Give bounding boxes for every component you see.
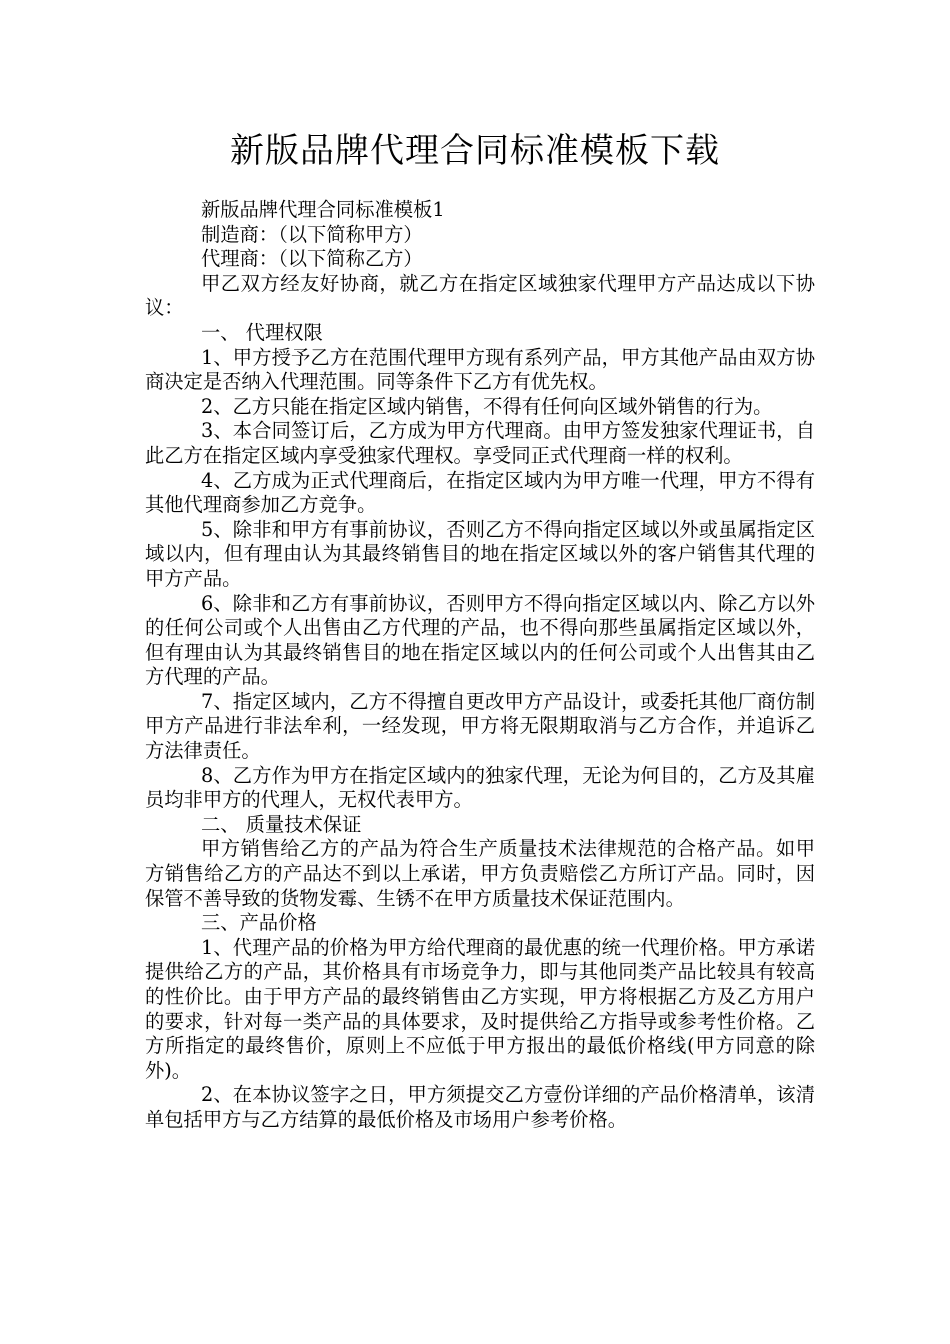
paragraph: 甲乙双方经友好协商，就乙方在指定区域独家代理甲方产品达成以下协议：: [145, 271, 815, 320]
paragraph: 2、在本协议签字之日，甲方须提交乙方壹份详细的产品价格清单，该清单包括甲方与乙方结算的最低价格及市场用户参考价格。: [145, 1083, 815, 1131]
paragraph: 5、除非和甲方有事前协议，否则乙方不得向指定区域以外或虽属指定区域以内，但有理由认为其最终销售目的地在指定区域以外的客户销售其代理的甲方产品。: [145, 517, 815, 590]
document-title: 新版品牌代理合同标准模板下载: [230, 131, 720, 171]
paragraph: 2、乙方只能在指定区域内销售，不得有任何向区域外销售的行为。: [200, 394, 773, 418]
paragraph: 代理商：（以下简称乙方）: [200, 247, 423, 271]
paragraph: 1、甲方授予乙方在范围代理甲方现有系列产品，甲方其他产品由双方协商决定是否纳入代理范围。同等条件下乙方有优先权。: [145, 345, 815, 394]
paragraph: 制造商：（以下简称甲方）: [200, 222, 423, 246]
paragraph: 1、代理产品的价格为甲方给代理商的最优惠的统一代理价格。甲方承诺提供给乙方的产品，其价格具有市场竞争力，即与其他同类产品比较具有较高的性价比。由于甲方产品的最终销售由乙方实现，甲方将根据乙方及乙方用户的要求，针对每一类产品的具体要求，及时提供给乙方指导或参考性价格。乙方所指定的最终售价，原则上不应低于甲方报出的最低价格线(甲方同意的除外)。: [145, 935, 815, 1082]
section-heading: 二、 质量技术保证: [200, 812, 362, 836]
paragraph: 8、乙方作为甲方在指定区域内的独家代理，无论为何目的，乙方及其雇员均非甲方的代理人，无权代表甲方。: [145, 763, 815, 812]
section-heading: 一、 代理权限: [200, 320, 323, 344]
paragraph: 甲方销售给乙方的产品为符合生产质量技术法律规范的合格产品。如甲方销售给乙方的产品达不到以上承诺，甲方负责赔偿乙方所订产品。同时，因保管不善导致的货物发霉、生锈不在甲方质量技术保证范围内。: [145, 837, 815, 910]
paragraph: 6、除非和乙方有事前协议，否则甲方不得向指定区域以内、除乙方以外的任何公司或个人出售由乙方代理的产品，也不得向那些虽属指定区域以外，但有理由认为其最终销售目的地在指定区域以内的任何公司或个人出售其由乙方代理的产品。: [145, 591, 815, 689]
paragraph: 新版品牌代理合同标准模板1: [200, 198, 445, 221]
paragraph: 3、本合同签订后，乙方成为甲方代理商。由甲方签发独家代理证书，自此乙方在指定区域内享受独家代理权。享受同正式代理商一样的权利。: [145, 419, 815, 467]
paragraph: 4、乙方成为正式代理商后，在指定区域内为甲方唯一代理，甲方不得有其他代理商参加乙方竞争。: [145, 468, 815, 517]
document-body: [145, 198, 815, 1133]
paragraph: 7、指定区域内，乙方不得擅自更改甲方产品设计，或委托其他厂商仿制甲方产品进行非法牟利，一经发现，甲方将无限期取消与乙方合作，并追诉乙方法律责任。: [145, 689, 815, 763]
section-heading: 三、产品价格: [200, 911, 317, 935]
